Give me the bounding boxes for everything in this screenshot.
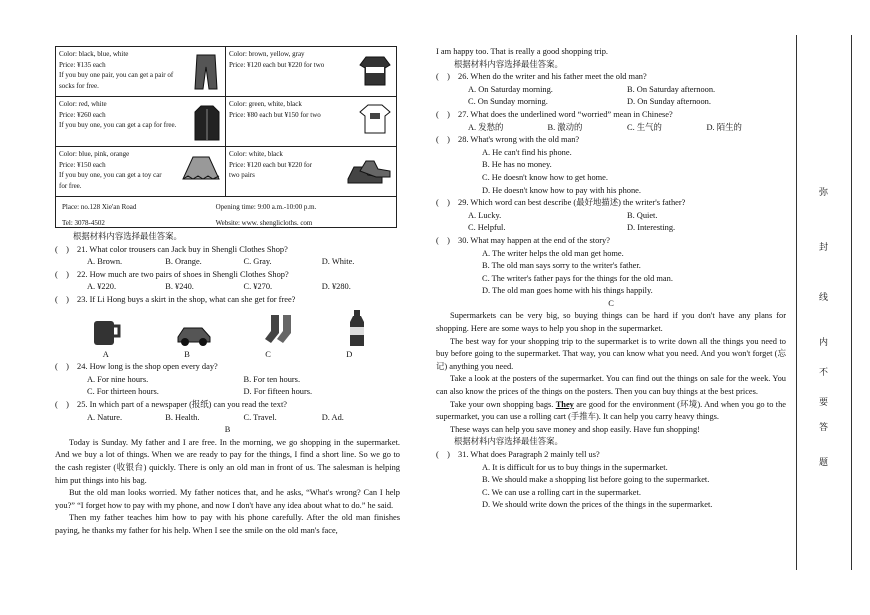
question-21: ( ) 21. What color trousers can Jack buy in Shengli Clothes Shop? [55, 244, 288, 254]
shoes-icon [346, 157, 392, 189]
passage-b-ending: I am happy too. That is really a good shopping trip. [436, 47, 608, 56]
tshirt-icon [358, 103, 392, 135]
socks-icon [263, 313, 299, 347]
ad-cell-skirt: Color: blue, pink, orange Price: ¥150 each If you buy one, you can get a toy car for free. [56, 147, 226, 196]
question-29: ( ) 29. Which word can best describe (最好地描述) the writer's father? [436, 198, 686, 208]
shop-advertisement: Color: black, blue, white Price: ¥135 each If you buy one pair, you can get a pair of socks for free. Color: brown, yellow, gray Price: ¥120 each but ¥220 for two Color: red, white Price: ¥260 each If you buy one, you can get a cap for free. Color: green, white, black Price: ¥80 each but ¥150 for two Color: blue, pink, orange Price: ¥150 each If you buy one, you can get a toy car for free. Color: white, black Price: ¥120 each but ¥220 for two pairs Place: no.128 Xie'an Road Tel: 3078-4502 Opening time: 9:00 a.m.-10:00 p.m. Website: www. shenglicloths. com [55, 46, 397, 228]
trousers-icon [191, 53, 221, 91]
bottle-icon [349, 309, 365, 347]
left-column: Color: black, blue, white Price: ¥135 each If you buy one pair, you can get a pair of socks for free. Color: brown, yellow, gray Price: ¥120 each but ¥220 for two Color: red, white Price: ¥260 each If you buy one, you can get a cap for free. Color: green, white, black Price: ¥80 each but ¥150 for two Color: blue, pink, orange Price: ¥150 each If you buy one, you can get a toy car for free. Color: white, black Price: ¥120 each but ¥220 for two pairs Place: no.128 Xie'an Road Tel: 3078-4502 Opening time: 9:00 a.m.-10:00 p.m. Website: www. shenglicloths. com 根据材料内容选择最佳答案。 ( ) 21. What color trousers can Jack buy in Shengli Clothes Shop? A. Brown. B. Orange. C. Gray. D. White. ( ) 22. How much are two pairs of shoes in Shengli Clothes Shop? A. ¥220. B. ¥240. C. ¥270. D. ¥280. ( ) 23. If Li Hong buys a skirt in the shop, what can she get for free? A B C D ( ) 24. How long is the shop open every day? A. For nine hours. B. For ten hours. C. For thirteen hours. D. For fifteen hours. ( ) 25. In which part of a newspaper (报纸) can you read the text? A. Nature. B. Health. C. Travel. D. Ad. B Today is Sunday. My father and I are free. In the morning, we go shopping in the supermarket. And we buy a lot of things. When we are ready to pay for the things, I find a short line. So we go to the cash register (收银台) quickly. There is only an old man in front of us. The salesman is helping him put things into his bag. But the old man looks worried. My father notices that, and he asks, “What's wrong? Can I help you?” “I forget how to pay with my phone, and now I don't have any idea about what to do.” he said. Then my father teaches him how to pay with his phone carefully. After the old man finishes paying, he thanks my father for his help. When I see the smile on the old man's face, [55, 46, 400, 537]
skirt-icon [181, 153, 221, 183]
toy-car-icon [174, 323, 214, 347]
section-c-title: C [608, 298, 614, 308]
ad-cell-tshirt: Color: green, white, black Price: ¥80 each but ¥150 for two [226, 97, 396, 146]
question-27: ( ) 27. What does the underlined word “worried” mean in Chinese? [436, 109, 673, 119]
passage-c-paragraph-2: The best way for your shopping trip to the supermarket is to write down all the things you need to buy before going to the supermarket. That way, you can know what you need. And you won't forget (忘记) anything you need. [436, 336, 786, 371]
question-26: ( ) 26. When do the writer and his father meet the old man? [436, 72, 647, 82]
question-23-pictures [55, 307, 400, 349]
question-22: ( ) 22. How much are two pairs of shoes in Shengli Clothes Shop? [55, 269, 289, 279]
passage-c-paragraph-4: Take your own shopping bags. They are good for the environment (环境). And when you go to the supermarket, you can use a rolling cart (手推车). It can help you carry heavy things. [436, 399, 786, 422]
ad-cell-sweater: Color: brown, yellow, gray Price: ¥120 each but ¥220 for two [226, 47, 396, 96]
passage-b-paragraph-3: Then my father teaches him how to pay with his phone carefully. After the old man finishes paying, he thanks my father for his help. When I see the smile on the old man's face, [55, 513, 400, 535]
sweater-icon [358, 53, 392, 87]
instruction: 根据材料内容选择最佳答案。 [454, 59, 563, 69]
question-30: ( ) 30. What may happen at the end of the story? [436, 235, 610, 245]
coat-icon [193, 103, 221, 143]
instruction: 根据材料内容选择最佳答案。 [454, 437, 563, 447]
passage-c-paragraph-5: These ways can help you save money and shop easily. Have fun shopping! [450, 424, 700, 434]
right-column: I am happy too. That is really a good shopping trip. 根据材料内容选择最佳答案。 ( ) 26. When do the writer and his father meet the old man? A. On Saturday morning. B. On Saturday afternoon. C. On Sunday morning. D. On Sunday afternoon. ( ) 27. What does the underlined word “worried” mean in Chinese? A. 发愁的 B. 激动的 C. 生气的 D. 陌生的 ( ) 28. What's wrong with the old man? A. He can't find his phone. B. He has no money. C. He doesn't know how to get home. D. He doesn't know how to pay with his phone. ( ) 29. Which word can best describe (最好地描述) the writer's father? A. Lucky. B. Quiet. C. Helpful. D. Interesting. ( ) 30. What may happen at the end of the story? A. The writer helps the old man get home. B. The old man says sorry to the writer's father. C. The writer's father pays for the things for the old man. D. The old man goes home with his things happily. C Supermarkets can be very big, so buying things can be hard if you don't have any plans for shopping. Here are some ways to help you shop in the supermarket. The best way for your shopping trip to the supermarket is to write down all the things you need to buy before going to the supermarket. That way, you can know what you need. And you won't forget (忘记) anything you need. Take a look at the posters of the supermarket. You can find out the things on sale for the week. You can also know the prices of the things on the posters. Then you can buy things at the best prices. Take your own shopping bags. They are good for the environment (环境). And when you go to the supermarket, you can use a rolling cart (手推车). It can help you carry heavy things. These ways can help you save money and shop easily. Have fun shopping! 根据材料内容选择最佳答案。 ( ) 31. What does Paragraph 2 mainly tell us? A. It is difficult for us to buy things in the supermarket. B. We should make a shopping list before going to the supermarket. C. We can use a rolling cart in the supermarket. D. We should write down the prices of the things in the supermarket. [436, 47, 786, 510]
passage-b-paragraph-1: Today is Sunday. My father and I are free. In the morning, we go shopping in the supermarket. And we buy a lot of things. When we are ready to pay for the things, I find a short line. So we go to the cash register (收银台) quickly. There is only an old man in front of us. The salesman is helping him put things into his bag. [55, 437, 400, 485]
question-23: ( ) 23. If Li Hong buys a skirt in the shop, what can she get for free? [55, 294, 296, 304]
question-31: ( ) 31. What does Paragraph 2 mainly tell us? [436, 450, 600, 459]
ad-cell-shoes: Color: white, black Price: ¥120 each but ¥220 for two pairs [226, 147, 396, 196]
binding-margin: 弥 封 线 内 不 要 答 题 [796, 35, 852, 570]
ad-cell-trousers: Color: black, blue, white Price: ¥135 each If you buy one pair, you can get a pair of socks for free. [56, 47, 226, 96]
question-25: ( ) 25. In which part of a newspaper (报纸) can you read the text? [55, 399, 287, 409]
question-24: ( ) 24. How long is the shop open every day? [55, 362, 218, 372]
instruction: 根据材料内容选择最佳答案。 [73, 232, 182, 241]
passage-c-paragraph-3: Take a look at the posters of the supermarket. You can find out the things on sale for the week. You can also know the prices of the things on the posters. Then you can buy things at the best prices. [436, 374, 786, 397]
mug-icon [90, 317, 124, 347]
ad-cell-coat: Color: red, white Price: ¥260 each If you buy one, you can get a cap for free. [56, 97, 226, 146]
section-b-title: B [224, 425, 231, 435]
passage-c-paragraph-1: Supermarkets can be very big, so buying things can be hard if you don't have any plans for shopping. Here are some ways to help you shop in the supermarket. [436, 311, 786, 334]
passage-b-paragraph-2: But the old man looks worried. My father notices that, and he asks, “What's wrong? Can I help you?” “I forget how to pay with my phone, and now I don't have any idea about what to do.” he said. [55, 488, 400, 510]
question-28: ( ) 28. What's wrong with the old man? [436, 135, 580, 145]
